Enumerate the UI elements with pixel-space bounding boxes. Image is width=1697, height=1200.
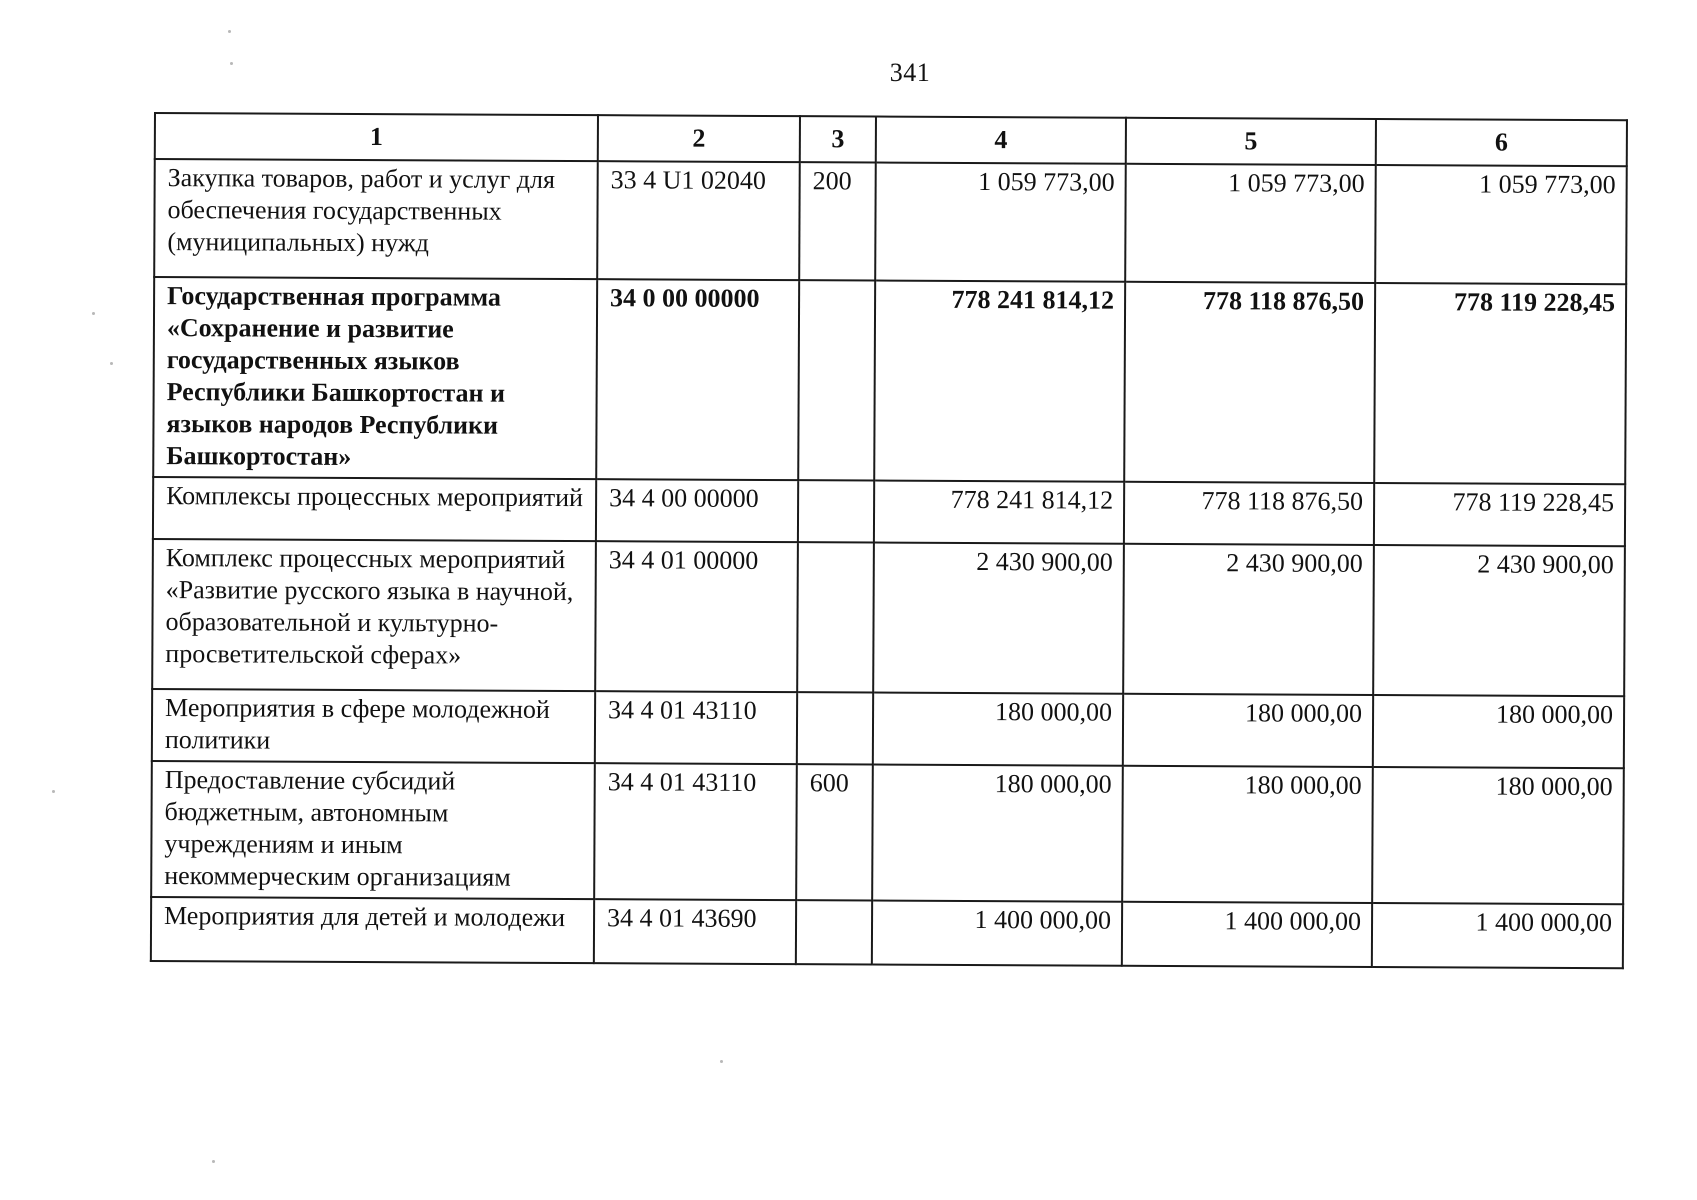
scan-speck xyxy=(212,1160,215,1163)
row-code-cell: 34 0 00 00000 xyxy=(596,279,799,480)
table-row xyxy=(152,689,1624,768)
scan-speck xyxy=(230,62,233,65)
table-row xyxy=(151,897,1623,968)
row-value-4-cell: 778 241 814,12 xyxy=(874,481,1124,544)
row-type-cell xyxy=(797,542,874,692)
row-value-6-cell: 1 059 773,00 xyxy=(1375,165,1627,284)
table-header xyxy=(155,113,1627,166)
table-body xyxy=(151,159,1627,968)
row-type-cell xyxy=(798,280,875,480)
row-name-cell: Комплекс процессных мероприятий «Развитие русского языка в научной, образовательной и культурно-просветительской сферах» xyxy=(152,539,596,691)
row-type-cell xyxy=(796,900,872,964)
row-value-4-cell: 2 430 900,00 xyxy=(873,543,1124,694)
row-name-cell: Предоставление субсидий бюджетным, автономным учреждениям и иным некоммерческим организациям xyxy=(151,761,595,899)
header-col-2: 2 xyxy=(598,115,800,162)
row-code-cell: 34 4 01 43690 xyxy=(594,899,796,964)
row-name-cell: Комплексы процессных мероприятий xyxy=(153,477,596,541)
scan-speck xyxy=(110,362,113,365)
row-value-4-cell: 180 000,00 xyxy=(872,765,1123,902)
row-value-5-cell: 180 000,00 xyxy=(1123,694,1373,767)
row-value-5-cell: 1 059 773,00 xyxy=(1125,164,1376,283)
row-value-4-cell: 1 059 773,00 xyxy=(875,163,1126,282)
row-code-cell: 34 4 01 43110 xyxy=(594,763,797,900)
header-col-5: 5 xyxy=(1126,118,1376,165)
header-col-4: 4 xyxy=(876,117,1126,164)
row-code-cell: 34 4 01 43110 xyxy=(595,691,797,764)
row-value-6-cell: 180 000,00 xyxy=(1372,767,1624,904)
header-col-1: 1 xyxy=(155,113,598,161)
page-number: 341 xyxy=(889,58,931,87)
row-value-4-cell: 1 400 000,00 xyxy=(872,901,1122,966)
row-value-6-cell: 1 400 000,00 xyxy=(1372,903,1623,968)
row-type-cell: 600 xyxy=(796,764,873,900)
row-name-cell: Мероприятия в сфере молодежной политики xyxy=(152,689,595,763)
row-name-cell: Мероприятия для детей и молодежи xyxy=(151,897,594,963)
row-value-5-cell: 180 000,00 xyxy=(1122,766,1373,903)
row-value-5-cell: 778 118 876,50 xyxy=(1124,482,1374,545)
header-col-3: 3 xyxy=(800,116,876,162)
table-row xyxy=(154,159,1627,284)
table-row xyxy=(152,539,1625,696)
header-row xyxy=(155,113,1627,166)
table-row xyxy=(153,477,1625,546)
row-name-cell: Закупка товаров, работ и услуг для обеспечения государственных (муниципальных) нужд xyxy=(154,159,598,279)
row-type-cell xyxy=(798,480,874,542)
row-value-6-cell: 2 430 900,00 xyxy=(1373,545,1625,696)
row-value-5-cell: 1 400 000,00 xyxy=(1122,902,1372,967)
table-row xyxy=(151,761,1624,904)
table-container xyxy=(150,112,1626,969)
row-value-6-cell: 778 119 228,45 xyxy=(1374,283,1626,484)
header-col-6: 6 xyxy=(1376,119,1627,166)
row-type-cell xyxy=(797,692,873,764)
row-value-5-cell: 778 118 876,50 xyxy=(1124,282,1375,483)
row-value-6-cell: 778 119 228,45 xyxy=(1374,483,1625,546)
scan-speck xyxy=(52,790,55,793)
row-code-cell: 34 4 01 00000 xyxy=(595,541,798,692)
row-code-cell: 34 4 00 00000 xyxy=(596,479,798,542)
scan-speck xyxy=(720,1060,723,1063)
scan-speck xyxy=(228,30,231,33)
row-name-cell: Государственная программа «Сохранение и развитие государственных языков Республики Башкортостан и языков народов Республики Башкортостан» xyxy=(153,277,597,479)
row-value-4-cell: 180 000,00 xyxy=(873,693,1123,766)
row-value-6-cell: 180 000,00 xyxy=(1373,695,1624,768)
table-row xyxy=(153,277,1626,484)
row-type-cell: 200 xyxy=(799,162,876,280)
row-value-4-cell: 778 241 814,12 xyxy=(874,281,1125,482)
row-value-5-cell: 2 430 900,00 xyxy=(1123,544,1374,695)
budget-table xyxy=(150,112,1628,969)
scan-speck xyxy=(92,312,95,315)
row-code-cell: 33 4 U1 02040 xyxy=(597,161,800,280)
